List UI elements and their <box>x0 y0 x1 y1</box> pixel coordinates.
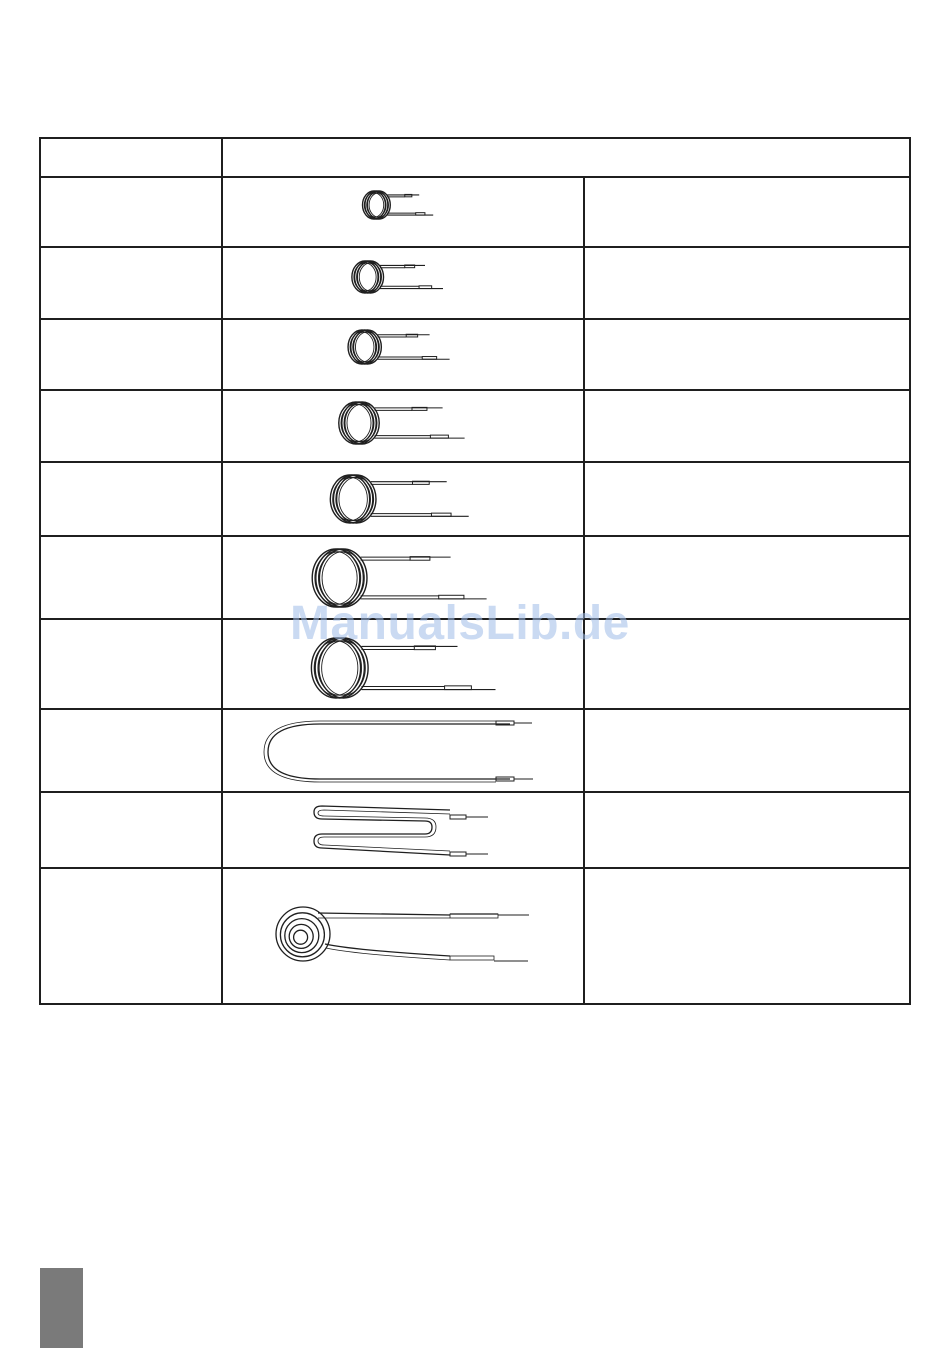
spiral-coil-icon <box>339 402 465 444</box>
spiral-coil-icon <box>352 261 443 293</box>
spiral-coil-icon <box>330 475 468 523</box>
flat-pancake-coil-icon <box>276 907 529 961</box>
u-loop-coil-icon <box>264 721 533 782</box>
watermark: ManualsLib.de <box>290 597 630 650</box>
serpentine-pad-coil-icon <box>314 806 488 856</box>
spiral-coil-icon <box>363 191 434 219</box>
spiral-coil-icon <box>348 330 450 364</box>
page-tab <box>40 1268 83 1348</box>
